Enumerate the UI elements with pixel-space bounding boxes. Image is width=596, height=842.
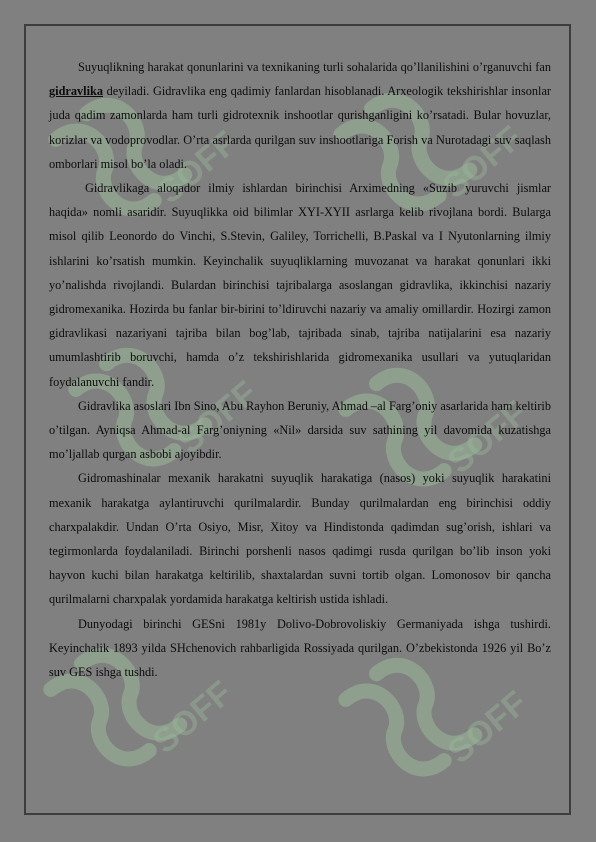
term-gidravlika: gidravlika (49, 84, 103, 99)
document-body (49, 55, 551, 684)
paragraph-2: Gidravlikaga aloqador ilmiy ishlardan birinchisi Arximedning «Suzib yuruvchi jismlar haqida» nomli asaridir. Suyuqlikka oid bilimlar XYI-XYII asrlarga kelib rivojlana bordi. Bularga misol qilib Leonordo do Vinchi, S.Stevin, Galiley, Torrichelli, B.Paskal va I Nyutonlarning ilmiy ishlarini ko’rsatish mumkin. Keyinchalik suyuqliklarning muvozanat va harakat qonunlari ikki yo’nalishda rivojlandi. Bulardan birinchisi tajribalarga asoslangan gidravlika, ikkinchisi nazariy gidromexanika. Hozirda bu fanlar bir-birini to’ldiruvchi nazariy va amaliy omillardir. Hozirgi zamon gidravlikasi nazariyani tajriba bilan bog’lab, tajribada sinab, tajriba natijalarini esa nazariy umumlashtirib boruvchi, hamda o’z tekshirishlarida gidromexanika usullari va yutuqlaridan foydalanuvchi fandir. (49, 181, 551, 389)
paragraph-5: Dunyodagi birinchi GESni 1981y Dolivo-Dobrovoliskiy Germaniyada ishga tushirdi. Keyinchalik 1893 yilda SHchenovich rahbarligida Rossiyada qurilgan. O’zbekistonda 1926 yil Bo’z suv GES ishga tushdi. (49, 616, 551, 680)
paragraph-1-after: deyiladi. Gidravlika eng qadimiy fanlardan hisoblanadi. Arxeologik tekshirishlar insonlar juda qadim zamonlarda ham turli gidrotexnik inshootlar qurishganligini ko’rsatadi. Bular hovuzlar, korizlar va vodoprovodlar. O’rta asrlarda qurilgan suv inshootlariga Forish va Nurotadagi suv saqlash omborlari misol bo’la oladi. (49, 84, 551, 171)
svg-text:SOFF: SOFF (170, 373, 265, 462)
paragraph-1-before: Suyuqlikning harakat qonunlarini va texnikaning turli sohalarida qo’llanilishini o’rganuvchi fan (78, 60, 551, 74)
paragraph-1 (49, 55, 551, 176)
paragraph-4: Gidromashinalar mexanik harakatni suyuqlik harakatiga (nasos) yoki suyuqlik harakatini mexanik harakatga aylantiruvchi qurilmalardir. Bunday qurilmalardan eng birinchisi oddiy charxpalakdir. Undan O’rta Osiyo, Misr, Xitoy va Hindistonda qadimdan sug’orish, ishlari va tegirmonlarda foydalaniladi. Birinchi porshenli nasos qadimgi rusda qurilgan bo’lib inson yoki hayvon kuchi bilan harakatga keltirilib, shaxtalardan suvni tortib olgan. Lomonosov bir qancha qurilmalarni charxpalak yordamida harakatga keltirish ustida ishladi. (49, 471, 551, 607)
svg-text:SOFF: SOFF (435, 118, 530, 207)
svg-text:SOFF: SOFF (440, 683, 535, 772)
svg-text:SOFF: SOFF (145, 673, 240, 762)
paragraph-3: Gidravlika asoslari Ibn Sino, Abu Rayhon Beruniy, Ahmad –al Farg’oniy asarlarida ham keltirib o’tilgan. Ayniqsa Ahmad-al Farg’oniyning «Nil» darsida suv sathining yil davomida kuzatishga mo’ljallab qurgan asbobi ajoyibdir. (49, 398, 551, 462)
svg-text:SOFF: SOFF (150, 123, 245, 212)
svg-text:SOFF: SOFF (440, 393, 535, 482)
